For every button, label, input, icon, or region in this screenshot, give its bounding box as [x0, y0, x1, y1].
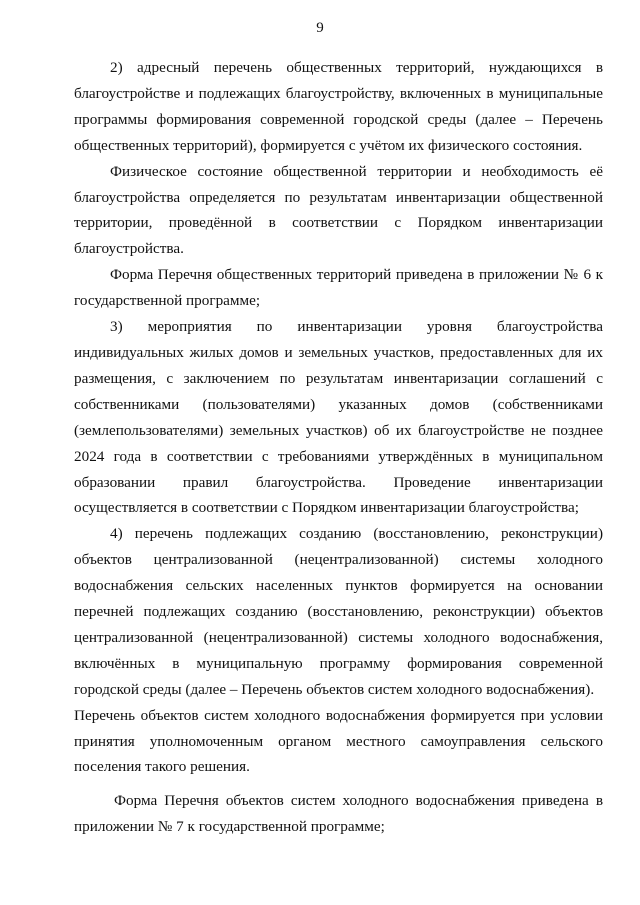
paragraph-form-appendix-7: Форма Перечня объектов систем холодного водоснабжения приведена в приложении № 7 к государственной программе;: [74, 792, 603, 836]
paragraph-form-appendix-6: Форма Перечня общественных территорий приведена в приложении № 6 к государственной программе;: [74, 266, 603, 310]
paragraph-item-3: 3) мероприятия по инвентаризации уровня благоустройства индивидуальных жилых домов и земельных участков, предоставленных для их размещения, с заключением по результатам инвентаризации соглашений с собственниками (пользователями) указанных домов (собственниками (землепользователями) земельных участков) об их благоустройстве не позднее 2024 года в соответствии с требованиями утверждённых в муниципальном образовании правил благоустройства. Проведение инвентаризации осуществляется в соответствии с Порядком инвентаризации благоустройства;: [74, 318, 603, 517]
document-body: [74, 55, 603, 840]
page-number: 9: [316, 20, 324, 36]
paragraph-item-2: 2) адресный перечень общественных территорий, нуждающихся в благоустройстве и подлежащих благоустройству, включенных в муниципальные программы формирования современной городской среды (далее – Перечень общественных территорий), формируется с учётом их физического состояния.: [74, 59, 603, 154]
paragraph-item-4: 4) перечень подлежащих созданию (восстановлению, реконструкции) объектов централизованной (нецентрализованной) системы холодного водоснабжения сельских населенных пунктов формируется на основании перечней подлежащих созданию (восстановлению, реконструкции) объектов централизованной (нецентрализованной) системы холодного водоснабжения, включённых в муниципальную программу формирования современной городской среды (далее – Перечень объектов систем холодного водоснабжения).: [74, 525, 603, 698]
paragraph-water-supply-condition: Перечень объектов систем холодного водоснабжения формируется при условии принятия уполномоченным органом местного самоуправления сельского поселения такого решения.: [74, 706, 603, 776]
paragraph-physical-condition: Физическое состояние общественной территории и необходимость её благоустройства определяется по результатам инвентаризации общественной территории, проведённой в соответствии с Порядком инвентаризации благоустройства.: [74, 162, 603, 258]
